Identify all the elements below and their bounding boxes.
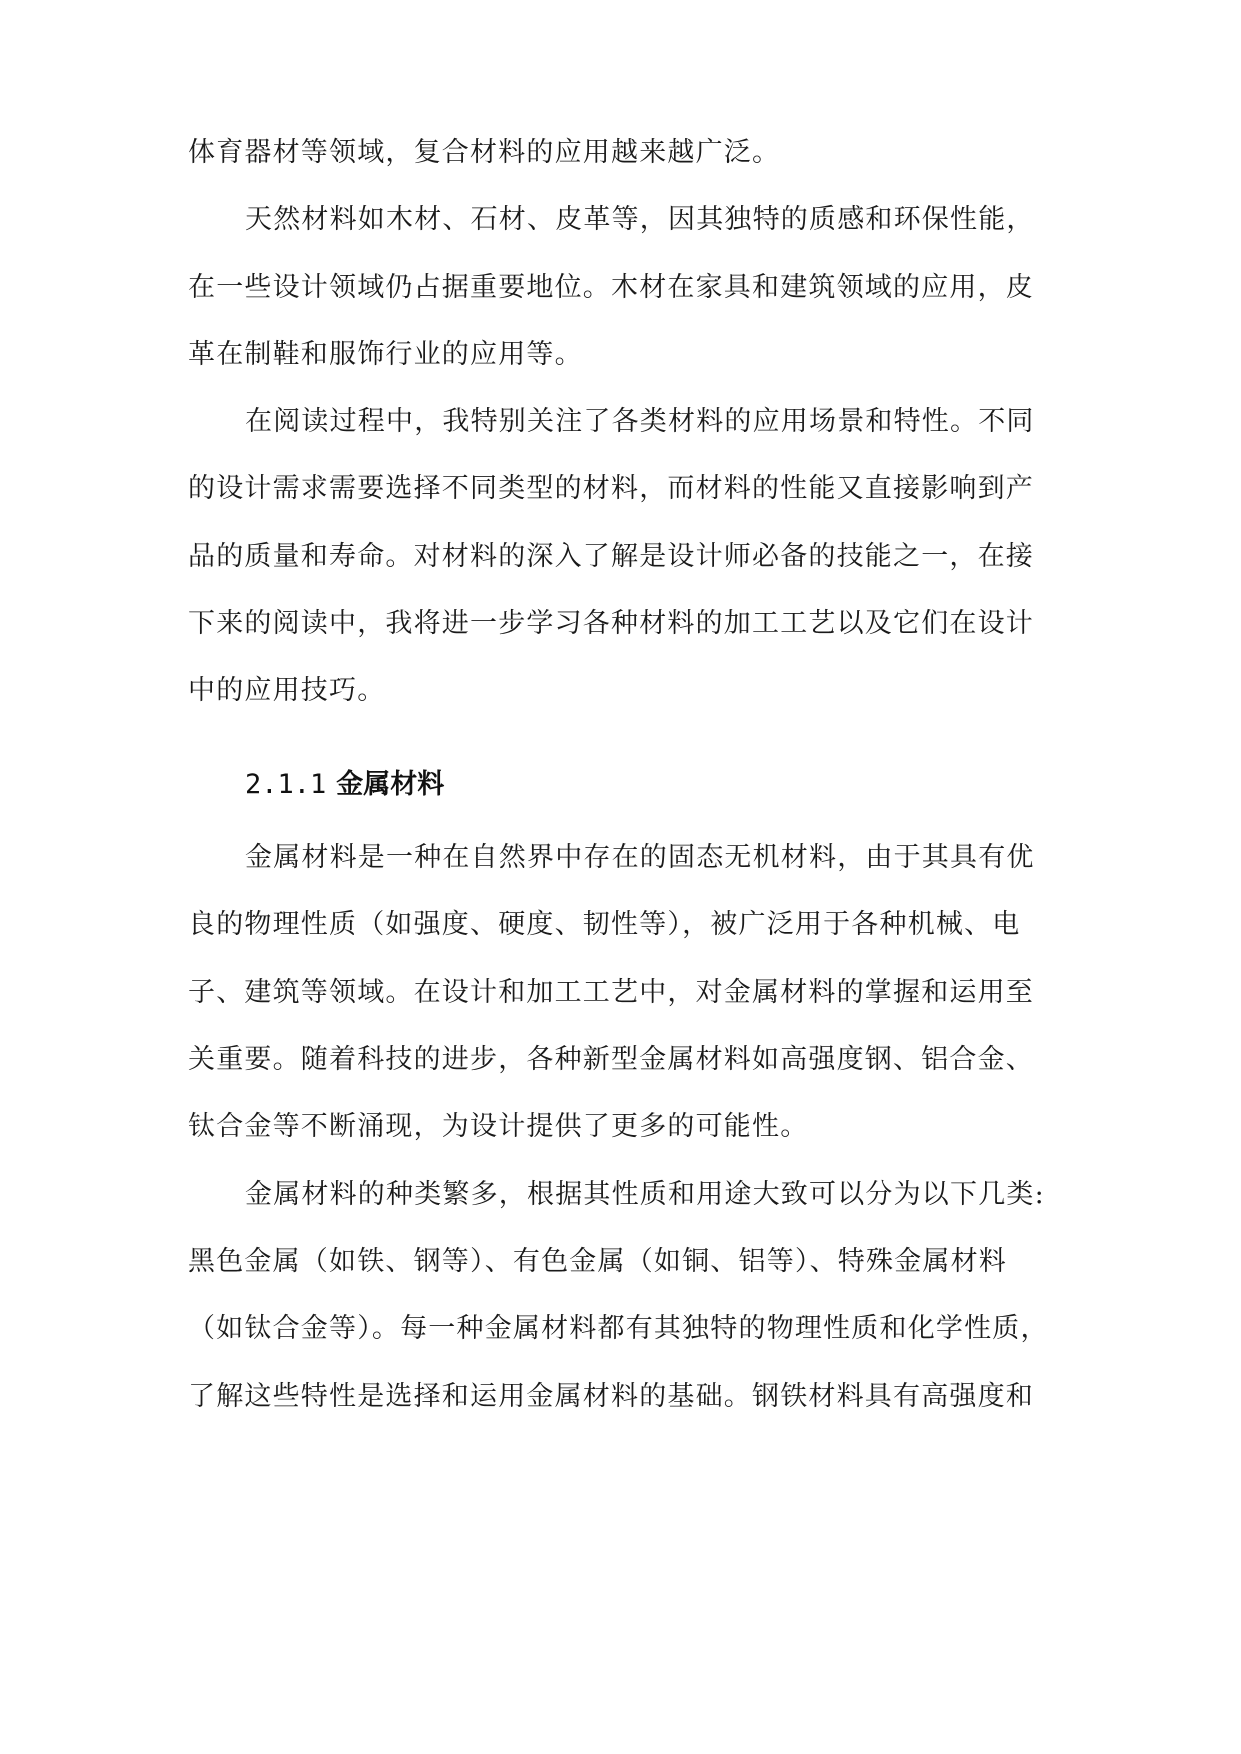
para3-line-4: 下来的阅读中，我将进一步学习各种材料的加工工艺以及它们在设计 xyxy=(188,608,1034,639)
para5-line-3: （如钛合金等）。每一种金属材料都有其独特的物理性质和化学性质， xyxy=(188,1313,1049,1344)
para4-line-3: 子、建筑等领域。在设计和加工工艺中，对金属材料的掌握和运用至 xyxy=(188,977,1034,1008)
para3-line-1: 在阅读过程中，我特别关注了各类材料的应用场景和特性。不同 xyxy=(245,406,1035,437)
section-heading xyxy=(245,765,444,805)
para4-line-1: 金属材料是一种在自然界中存在的固态无机材料，由于其具有优 xyxy=(245,842,1035,873)
para3-line-3: 品的质量和寿命。对材料的深入了解是设计师必备的技能之一，在接 xyxy=(188,541,1034,572)
para4-line-5: 钛合金等不断涌现，为设计提供了更多的可能性。 xyxy=(188,1111,809,1142)
para4-line-4: 关重要。随着科技的进步，各种新型金属材料如高强度钢、铝合金、 xyxy=(188,1044,1034,1075)
section-number: 2.1.1 xyxy=(245,769,327,800)
para5-line-4: 了解这些特性是选择和运用金属材料的基础。钢铁材料具有高强度和 xyxy=(188,1381,1034,1412)
para5-line-1: 金属材料的种类繁多，根据其性质和用途大致可以分为以下几类: xyxy=(245,1179,1045,1210)
para3-line-5: 中的应用技巧。 xyxy=(188,675,386,706)
para3-line-2: 的设计需求需要选择不同类型的材料，而材料的性能又直接影响到产 xyxy=(188,473,1034,504)
para1-line-1: 体育器材等领域，复合材料的应用越来越广泛。 xyxy=(188,137,781,168)
para5-line-2: 黑色金属（如铁、钢等）、有色金属（如铜、铝等）、特殊金属材料 xyxy=(188,1246,1007,1277)
para4-line-2: 良的物理性质（如强度、硬度、韧性等），被广泛用于各种机械、电 xyxy=(188,909,1021,940)
para2-line-3: 革在制鞋和服饰行业的应用等。 xyxy=(188,339,583,370)
para2-line-1: 天然材料如木材、石材、皮革等，因其独特的质感和环保性能， xyxy=(245,204,1035,235)
para2-line-2: 在一些设计领域仍占据重要地位。木材在家具和建筑领域的应用，皮 xyxy=(188,272,1034,303)
section-title: 金属材料 xyxy=(336,769,445,800)
